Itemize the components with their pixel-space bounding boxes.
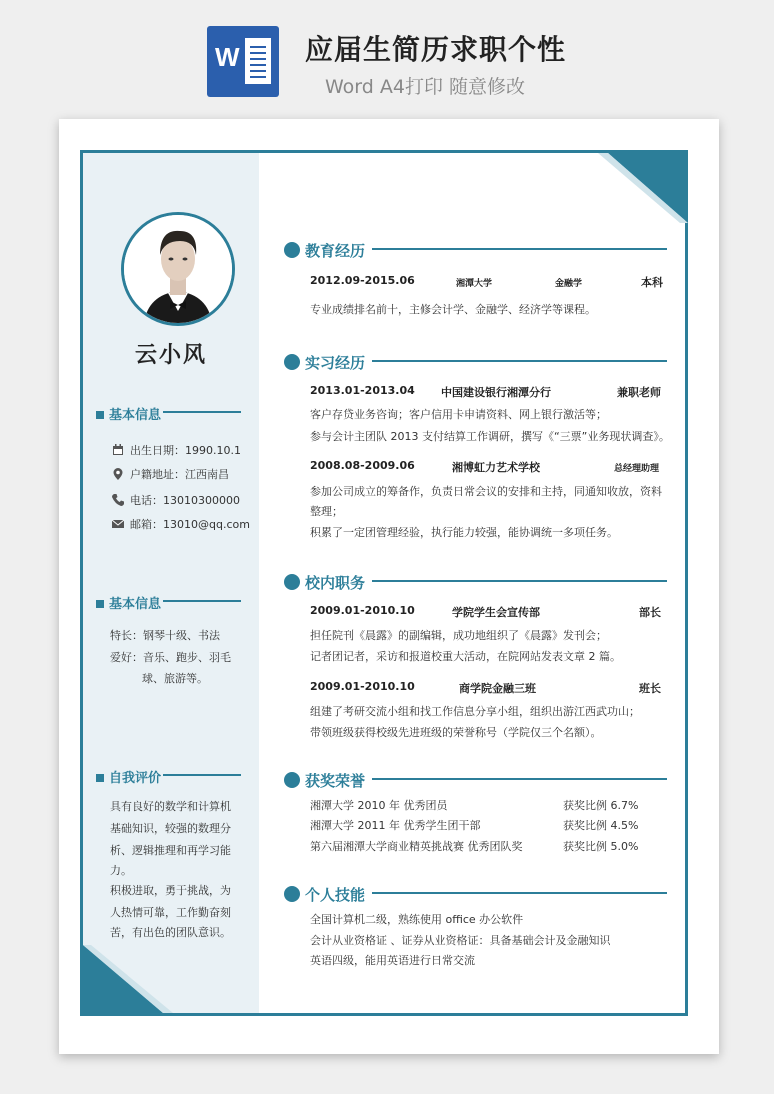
internship-desc-line: 整理； (310, 505, 343, 518)
section-divider (372, 248, 667, 250)
section-divider (163, 600, 241, 602)
birth-date-text: 出生日期：1990.10.1 (130, 444, 241, 457)
section-divider (163, 774, 241, 776)
section-divider (163, 411, 241, 413)
section-title-awards (284, 770, 365, 791)
campus-desc-line: 担任院刊《晨露》的副编辑，成功地组织了《晨露》发刊会； (310, 629, 607, 642)
award-name: 湘潭大学 2010 年 优秀团员 (310, 799, 448, 812)
birth-date (112, 440, 241, 462)
award-ratio: 获奖比例 6.7% (563, 799, 639, 812)
calendar-icon (112, 444, 124, 456)
internship-desc-line: 客户存贷业务咨询；客户信用卡申请资料、网上银行激活等； (310, 408, 607, 421)
campus-role: 班长 (639, 682, 661, 695)
education-major: 金融学 (555, 279, 583, 289)
campus-date: 2009.01-2010.10 (310, 680, 415, 693)
corner-decoration-bottom-left (83, 945, 173, 1013)
award-ratio: 获奖比例 4.5% (563, 819, 639, 832)
award-icon (284, 772, 300, 788)
self-eval-line: 基础知识，较强的数理分 (110, 822, 231, 835)
internship-org: 湘博虹力艺术学校 (452, 461, 540, 474)
skills-title: 个人技能 (305, 886, 366, 904)
internship-org: 中国建设银行湘潭分行 (441, 386, 551, 399)
phone-text: 电话：13010300000 (130, 494, 240, 507)
avatar (121, 212, 235, 326)
internship-desc-line: 参与会计主团队 2013 支付结算工作调研，撰写《“三票”业务现状调查》。 (310, 430, 670, 443)
internship-desc-line: 积累了一定团管理经验，执行能力较强，能协调统一多项任务。 (310, 526, 618, 539)
corner-decoration-top-right (598, 153, 688, 223)
internship-role: 兼职老师 (617, 386, 661, 399)
section-divider (372, 892, 667, 894)
self-eval-line: 析、逻辑推理和再学习能 (110, 844, 231, 857)
user-icon (284, 886, 300, 902)
phone (112, 490, 240, 512)
self-eval-line: 人热情可靠，工作勤奋刻 (110, 906, 231, 919)
hometown (112, 464, 229, 486)
internship-date: 2008.08-2009.06 (310, 459, 415, 472)
self-eval-line: 具有良好的数学和计算机 (110, 800, 231, 813)
hobby-text-continued: 球、旅游等。 (142, 672, 208, 685)
internship-desc-line: 参加公司成立的筹备作，负责日常会议的安排和主持，同通知收放，资料 (310, 485, 662, 498)
section-title-campus (284, 572, 365, 593)
location-icon (112, 468, 124, 480)
education-desc: 专业成绩排名前十，主修会计学、金融学、经济学等课程。 (310, 303, 596, 316)
self-eval-line: 苦，有出色的团队意识。 (110, 926, 231, 939)
award-ratio: 获奖比例 5.0% (563, 840, 639, 853)
campus-desc-line: 记者团记者，采访和报道校重大活动，在院网站发表文章 2 篇。 (310, 650, 621, 663)
internship-role: 总经理助理 (614, 464, 660, 474)
education-school: 湘潭大学 (456, 279, 493, 289)
word-logo (207, 26, 279, 97)
skill-line: 英语四级，能用英语进行日常交流 (310, 954, 475, 967)
email (112, 514, 250, 536)
award-name: 第六届湘潭大学商业精英挑战赛 优秀团队奖 (310, 840, 523, 853)
section-divider (372, 778, 667, 780)
section-title-education (284, 240, 365, 261)
campus-date: 2009.01-2010.10 (310, 604, 415, 617)
awards-title: 获奖荣誉 (305, 772, 366, 790)
specialty-text: 特长：钢琴十级、书法 (110, 629, 220, 642)
section-divider (372, 580, 667, 582)
page-subtitle: Word A4打印 随意修改 (325, 76, 526, 98)
section-title-hobbies: 基本信息 (96, 593, 161, 612)
campus-role: 部长 (639, 606, 661, 619)
campus-title: 校内职务 (305, 574, 366, 592)
candidate-name: 云小风 (134, 343, 207, 368)
skill-line: 会计从业资格证 、证券从业资格证：具备基础会计及金融知识 (310, 934, 611, 947)
section-title-internship (284, 352, 365, 373)
internship-date: 2013.01-2013.04 (310, 384, 415, 397)
phone-icon (112, 494, 124, 506)
section-divider (372, 360, 667, 362)
person-icon (284, 354, 300, 370)
education-degree: 本科 (641, 276, 663, 289)
hobby-text: 爱好：音乐、跑步、羽毛 (110, 651, 231, 664)
skill-line: 全国计算机二级，熟练使用 office 办公软件 (310, 913, 524, 926)
email-text: 邮箱：13010@qq.com (130, 518, 250, 531)
section-title-self-evaluation: 自我评价 (96, 767, 161, 786)
internship-title: 实习经历 (305, 354, 366, 372)
word-logo-letter: W (215, 42, 240, 72)
document-icon (245, 38, 271, 84)
campus-org: 学院学生会宣传部 (452, 606, 540, 619)
mail-icon (112, 518, 124, 530)
self-eval-line: 力。 (110, 864, 132, 877)
section-title-skills (284, 884, 365, 905)
graduation-icon (284, 242, 300, 258)
campus-desc-line: 组建了考研交流小组和找工作信息分享小组，组织出游江西武功山； (310, 705, 640, 718)
campus-org: 商学院金融三班 (459, 682, 536, 695)
page-title: 应届生简历求职个性 (305, 33, 567, 66)
home-icon (284, 574, 300, 590)
self-eval-line: 积极进取，勇于挑战，为 (110, 884, 231, 897)
campus-desc-line: 带领班级获得校级先进班级的荣誉称号（学院仅三个名额）。 (310, 726, 602, 739)
education-date: 2012.09-2015.06 (310, 274, 415, 287)
hometown-text: 户籍地址：江西南昌 (130, 468, 229, 481)
education-title: 教育经历 (305, 242, 366, 260)
profile-photo (124, 215, 232, 323)
award-name: 湘潭大学 2011 年 优秀学生团干部 (310, 819, 481, 832)
section-title-basic-info: 基本信息 (96, 404, 161, 423)
